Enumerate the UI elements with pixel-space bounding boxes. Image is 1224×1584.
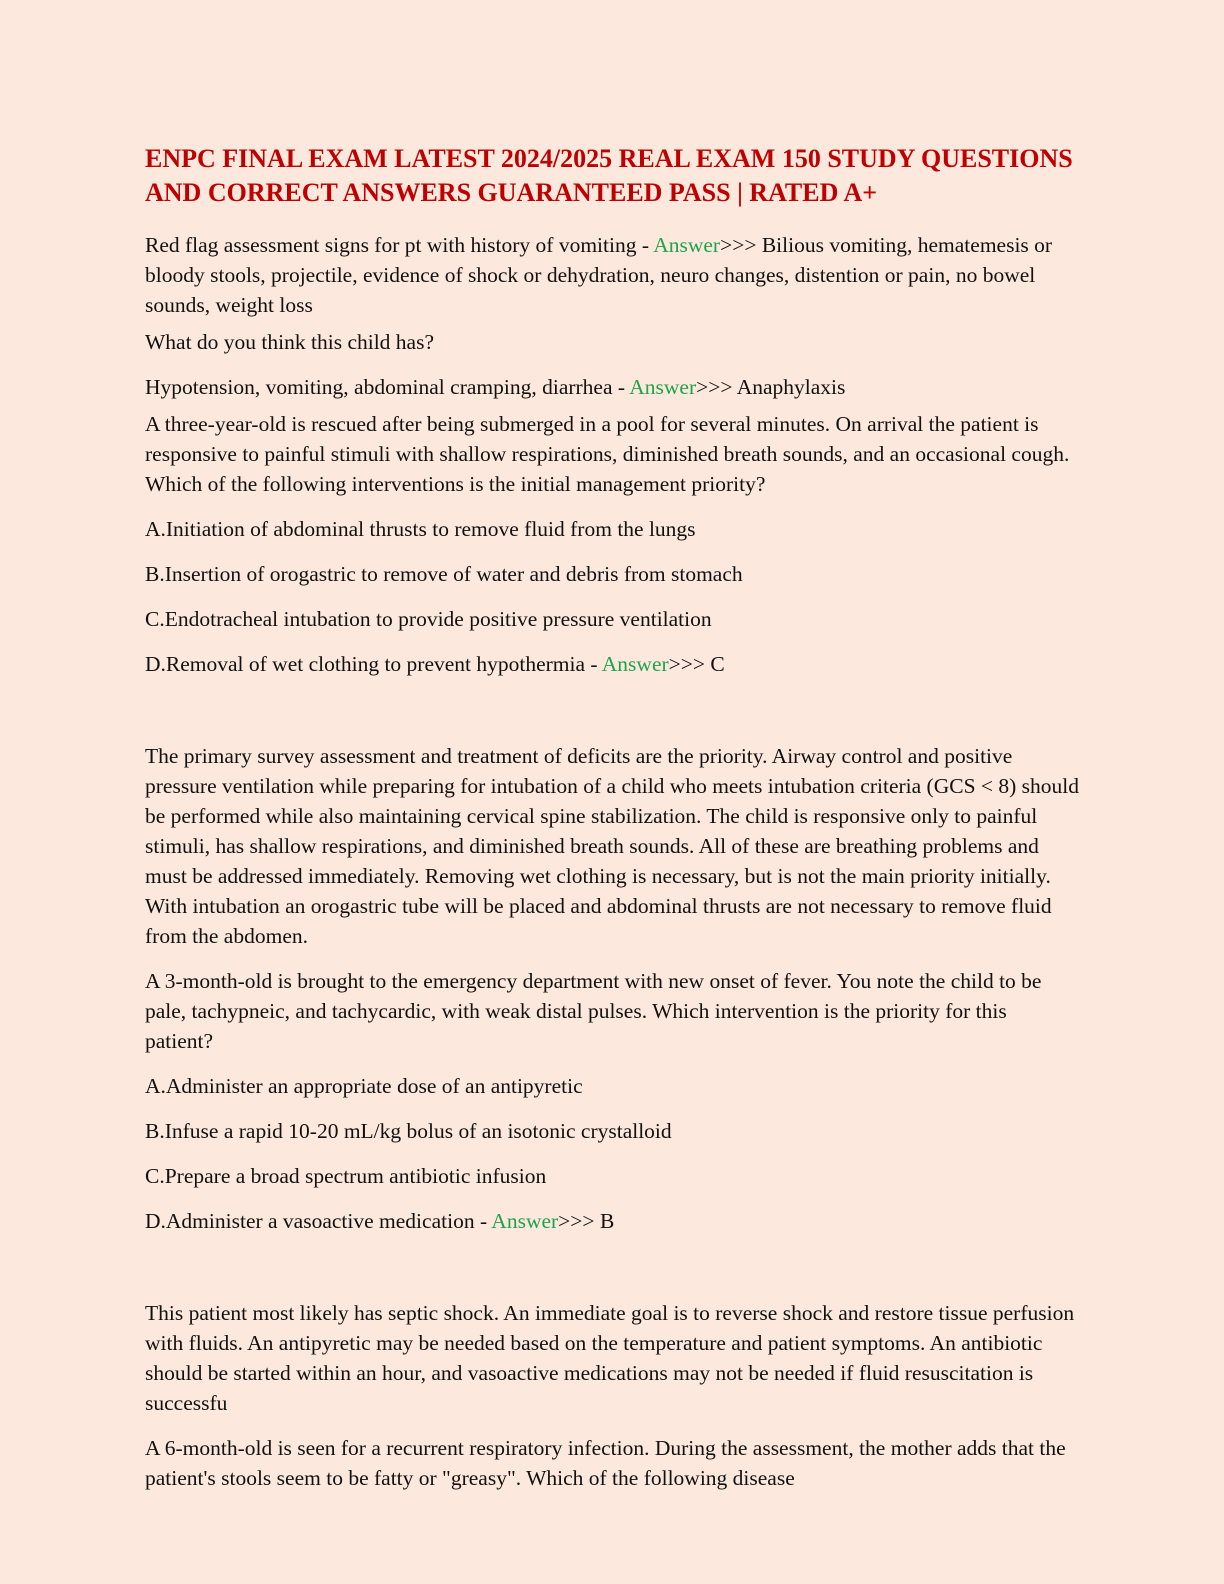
option-text: D.Administer a vasoactive medication - (145, 1209, 492, 1233)
question-text: Red flag assessment signs for pt with history of vomiting - (145, 233, 654, 257)
option-c: C.Endotracheal intubation to provide positive pressure ventilation (145, 607, 712, 631)
answer-label: Answer (601, 652, 669, 676)
rationale-4: This patient most likely has septic shock. An immediate goal is to reverse shock and restore tissue perfusion with fluids. An antipyretic may be needed based on the temperature and patient symptoms. An antibiotic should be started within an hour, and vasoactive medications may not be needed if fluid resuscitation is successfu (145, 1301, 1075, 1415)
answer-label: Answer (653, 233, 721, 257)
answer-label: Answer (629, 375, 697, 399)
rationale-3: The primary survey assessment and treatment of deficits are the priority. Airway control and positive pressure ventilation while preparing for intubation of a child who meets intubation criteria (GCS < 8) should be performed while also maintaining cervical spine stabilization. The child is responsive only to painful stimuli, has shallow respirations, and diminished breath sounds. All of these are breathing problems and must be addressed immediately. Removing wet clothing is necessary, but is not the main priority initially. With intubation an orogastric tube will be placed and abdominal thrusts are not necessary to remove fluid from the abdomen. (145, 744, 1080, 948)
document-page (145, 142, 1080, 1493)
question-text: Hypotension, vomiting, abdominal cramping, diarrhea - (145, 375, 630, 399)
question-3: A three-year-old is rescued after being submerged in a pool for several minutes. On arrival the patient is responsive to painful stimuli with shallow respirations, diminished breath sounds, and an occasional cough. Which of the following interventions is the initial management priority? (145, 412, 1070, 496)
option-b: B.Insertion of orogastric to remove of water and debris from stomach (145, 562, 743, 586)
question-2 (145, 372, 1080, 402)
answer-text: B (594, 1209, 615, 1233)
question-1 (145, 230, 1080, 320)
question-2-lead: What do you think this child has? (145, 330, 435, 354)
question-5: A 6-month-old is seen for a recurrent respiratory infection. During the assessment, the mother adds that the patient's stools seem to be fatty or "greasy". Which of the following disease (145, 1436, 1066, 1490)
option-d (145, 1206, 1080, 1236)
answer-text: C (705, 652, 725, 676)
answer-marker: >>> (558, 1209, 595, 1233)
option-d (145, 649, 1080, 679)
document-title: ENPC FINAL EXAM LATEST 2024/2025 REAL EXAM 150 STUDY QUESTIONS AND CORRECT ANSWERS GUARANTEED PASS | RATED A+ (145, 144, 1073, 207)
answer-text: Anaphylaxis (732, 375, 846, 399)
answer-label: Answer (491, 1209, 559, 1233)
option-a: A.Initiation of abdominal thrusts to remove fluid from the lungs (145, 517, 696, 541)
question-4: A 3-month-old is brought to the emergency department with new onset of fever. You note the child to be pale, tachypneic, and tachycardic, with weak distal pulses. Which intervention is the priority for this patient? (145, 969, 1042, 1053)
option-text: D.Removal of wet clothing to prevent hypothermia - (145, 652, 602, 676)
option-a: A.Administer an appropriate dose of an antipyretic (145, 1074, 583, 1098)
answer-marker: >>> (720, 233, 757, 257)
option-b: B.Infuse a rapid 10-20 mL/kg bolus of an isotonic crystalloid (145, 1119, 672, 1143)
option-c: C.Prepare a broad spectrum antibiotic infusion (145, 1164, 547, 1188)
answer-text: Bilious vomiting, hematemesis or bloody stools, projectile, evidence of shock or dehydration, neuro changes, distention or pain, no bowel sounds, weight loss (145, 233, 1053, 317)
answer-marker: >>> (696, 375, 733, 399)
answer-marker: >>> (668, 652, 706, 676)
